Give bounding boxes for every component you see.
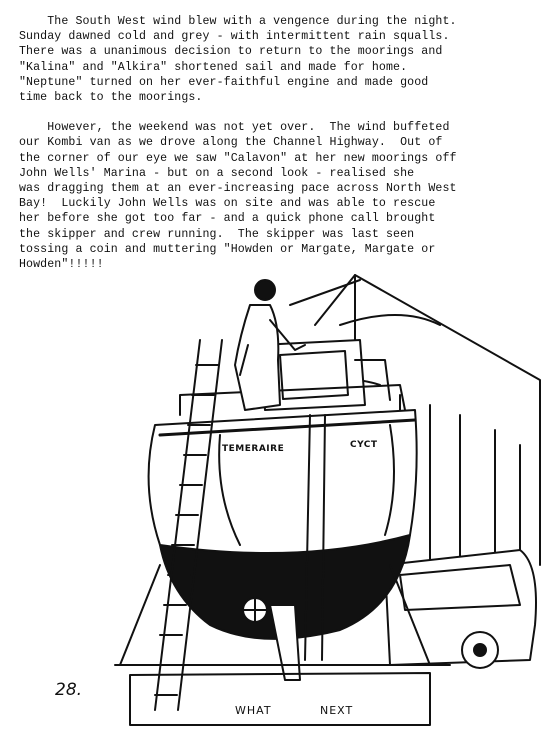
pointer-line (290, 280, 360, 305)
text-line: tossing a coin and muttering "Howden or Margate, Margate or (19, 242, 436, 256)
boat-cartoon-illustration (100, 265, 550, 730)
text-line: the corner of our eye we saw "Calavon" at her new moorings off (19, 151, 457, 165)
text-line: However, the weekend was not yet over. The wind buffeted (19, 121, 450, 135)
text-line: There was a unanimous decision to return to the moorings and (19, 45, 443, 59)
text-line: the skipper and crew running. The skipper was last seen (19, 227, 415, 241)
paragraph-1 (19, 14, 549, 105)
text-line: our Kombi van as we drove along the Channel Highway. Out of (19, 136, 443, 150)
text-line: John Wells' Marina - but on a second look - realised she (19, 166, 415, 180)
hull-label-club: CYCT (350, 440, 378, 450)
base-label-what: WHAT (235, 704, 272, 717)
paragraph-2 (19, 120, 549, 272)
hull-label-name: TEMERAIRE (222, 444, 285, 454)
page-number: 28. (55, 680, 83, 700)
text-line: time back to the moorings. (19, 91, 203, 105)
text-line: was dragging them at an ever-increasing pace across North West (19, 182, 457, 196)
text-line: Howden"!!!!! (19, 258, 104, 272)
article-body (19, 14, 549, 272)
text-line: Bay! Luckily John Wells was on site and was able to rescue (19, 197, 436, 211)
base-label-next: NEXT (320, 704, 354, 717)
text-line: "Neptune" turned on her ever-faithful engine and made good (19, 75, 429, 89)
text-line: her before she got too far - and a quick phone call brought (19, 212, 436, 226)
text-line: "Kalina" and "Alkira" shortened sail and made for home. (19, 60, 408, 74)
text-line: Sunday dawned cold and grey - with intermittent rain squalls. (19, 30, 450, 44)
text-line: The South West wind blew with a vengence during the night. (19, 15, 457, 28)
